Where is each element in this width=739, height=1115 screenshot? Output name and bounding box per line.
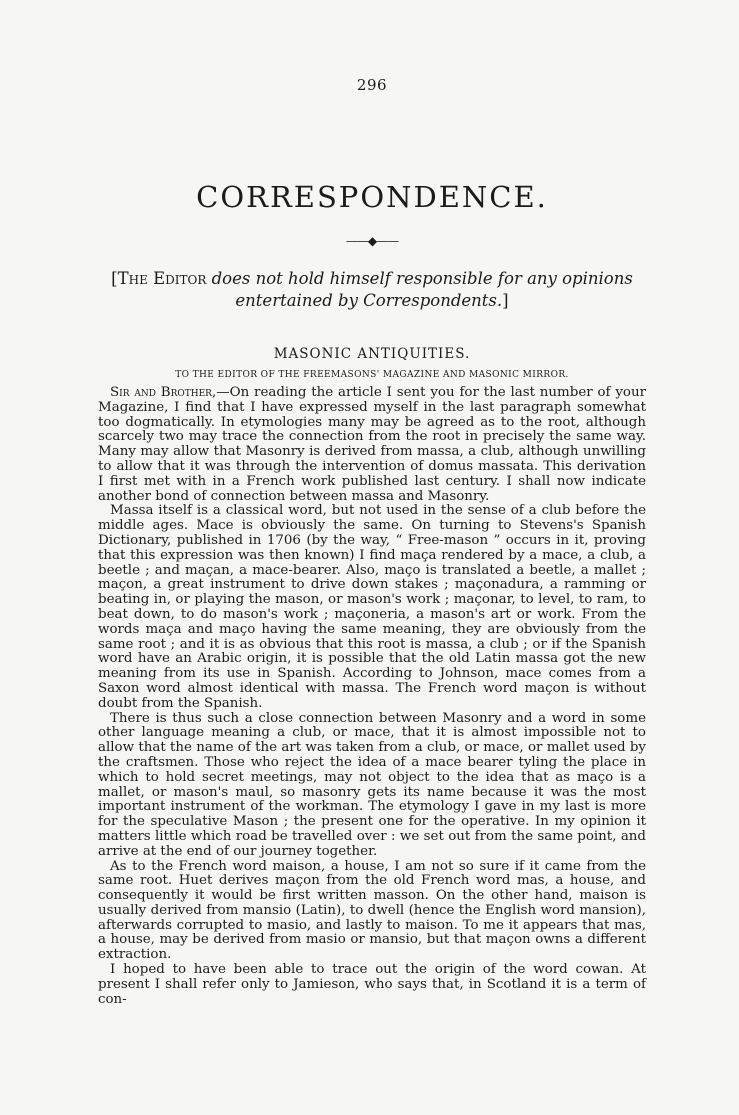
paragraph-1-text: —On reading the article I sent you for the last number of your Magazine, I find that I have expressed myself in the last paragraph somewhat too dogmatically. In etymologies many may be agreed as to the root, although scarcely two may trace the connection from the root in precisely the same way. Many may allow that Masonry is derived from massa, a club, although unwilling to allow that it was through the intervention of domus massata. This derivation I first met with in a French work published last century. I shall now indicate another bond of connection between massa and Masonry.	[98, 385, 646, 504]
disclaimer-text: does not hold himself responsible for any opinions entertained by Correspondents.	[206, 269, 633, 310]
paragraph-4: As to the French word maison, a house, I am not so sure if it came from the same root. Huet derives maçon from the old French word mas, a house, and consequently it would be first written masson. On the other hand, maison is usually derived from mansio (Latin), to dwell (hence the English word mansion), afterwards corrupted to masio, and lastly to maison. To me it appears that mas, a house, may be derived from masio or mansio, but that maçon owns a different extraction.	[98, 858, 646, 963]
divider-ornament: ——◆——	[345, 234, 399, 248]
disclaimer-close-bracket: ]	[502, 291, 509, 310]
salutation: Sir and Brother,	[110, 385, 217, 400]
paragraph-2: Massa itself is a classical word, but not used in the sense of a club before the middle ages. Mace is obviously the same. On turning to Stevens's Spanish Dictionary, published in 1706 (by the way, “ Free-mason ” occurs in it, proving that this expression was then known) I find maça rendered by a mace, a club, a beetle ; and maçan, a mace-bearer. Also, maço is translated a beetle, a mallet ; maçon, a great instrument to drive down stakes ; maçonadura, a ramming or beating in, or playing the mason, or mason's work ; maçonar, to level, to ram, to beat down, to do mason's work ; maçoneria, a mason's art or work. From the words maça and maço having the same meaning, they are obviously from the same root ; and it is as obvious that this root is massa, a club ; or if the Spanish word have an Arabic origin, it is possible that the old Latin massa got the new meaning from its use in Spanish. According to Johnson, mace comes from a Saxon word almost identical with massa. The French word maçon is without doubt from the Spanish.	[98, 503, 646, 711]
letter-address: TO THE EDITOR OF THE FREEMASONS' MAGAZINE AND MASONIC MIRROR.	[175, 370, 569, 380]
editor-disclaimer	[98, 268, 646, 312]
paragraph-1	[98, 386, 646, 504]
disclaimer-open-bracket: [	[111, 269, 118, 288]
section-title: CORRESPONDENCE.	[196, 180, 548, 214]
paragraph-3: There is thus such a close connection between Masonry and a word in some other language meaning a club, or mace, that it is almost impossible not to allow that the name of the art was taken from a club, or mace, or mallet used by the craftsmen. Those who reject the idea of a mace bearer tyling the place in which to hold secret meetings, may not object to the idea that as maço is a mallet, or mason's maul, so masonry gets its name because it was the most important instrument of the workman. The etymology I gave in my last is more for the speculative Mason ; the present one for the operative. In my opinion it matters little which road be travelled over : we set out from the same point, and arrive at the end of our journey together.	[98, 710, 646, 859]
paragraph-5: I hoped to have been able to trace out the origin of the word cowan. At present I shall refer only to Jamieson, who says that, in Scotland it is a term of con-	[98, 962, 646, 1007]
page-number: 296	[356, 76, 388, 94]
article-title: MASONIC ANTIQUITIES.	[273, 346, 471, 362]
document-page	[98, 76, 646, 1007]
disclaimer-editor: The Editor	[117, 269, 207, 288]
